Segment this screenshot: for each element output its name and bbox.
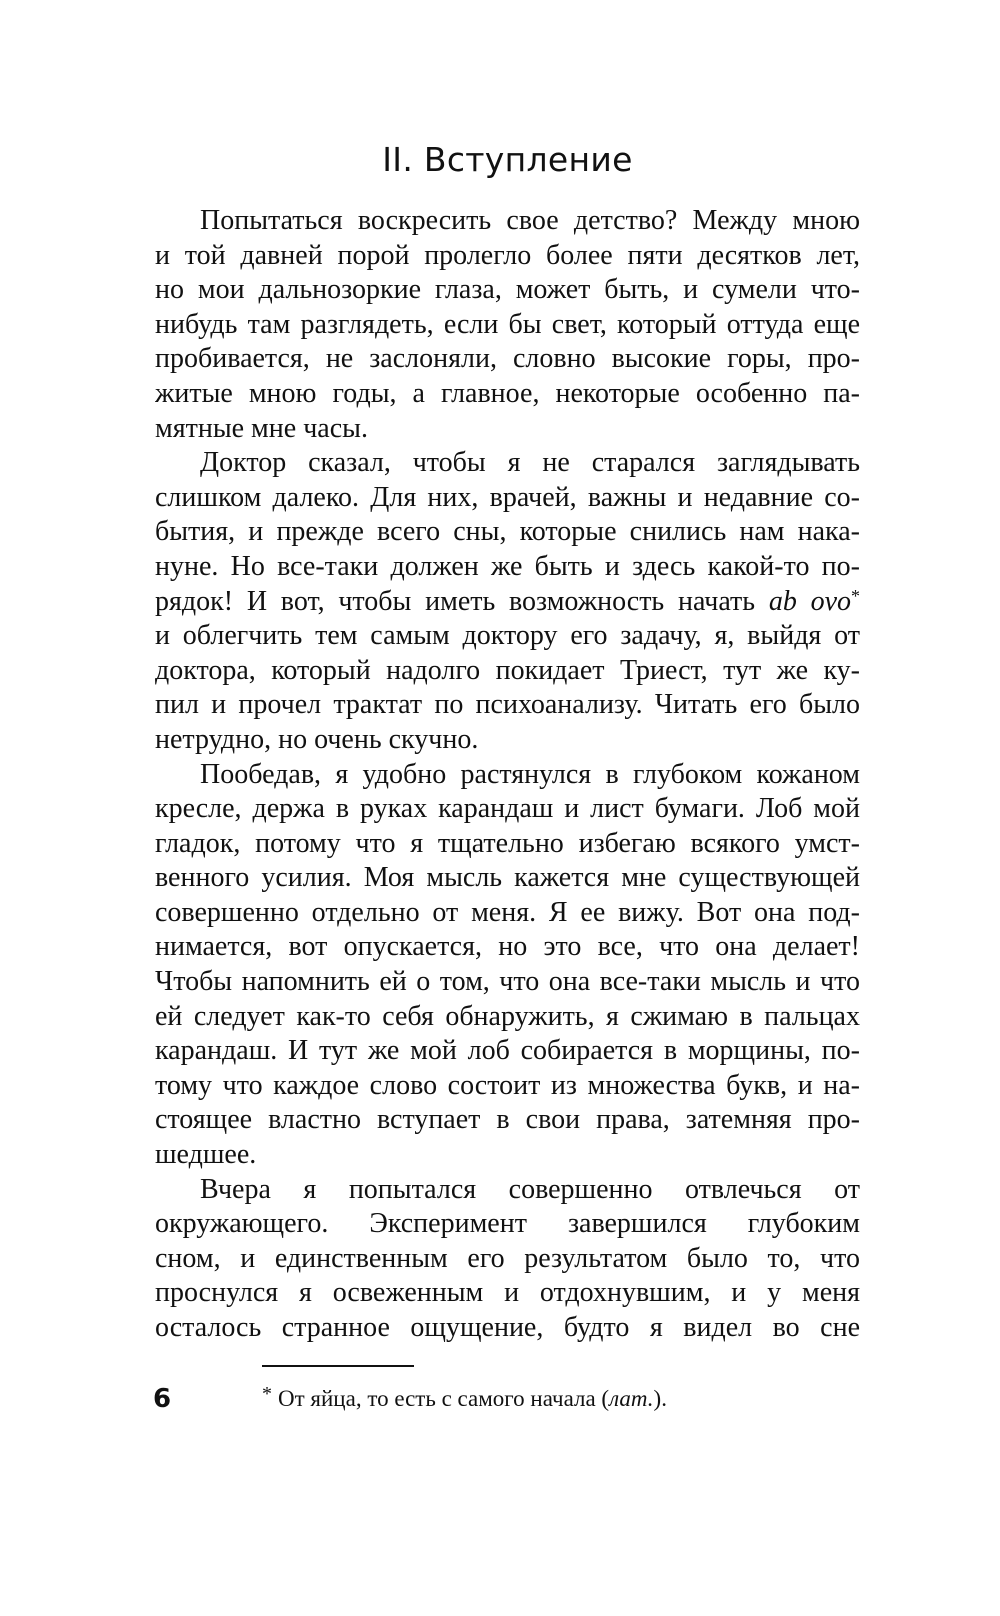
text-line: гладок, потому что я тщательно избегаю всякого умст- bbox=[155, 827, 860, 859]
text-line: и той давней порой пролегло более пяти десятков лет, bbox=[155, 239, 860, 271]
text-line: и облегчить тем самым доктору его задачу, я, выйдя от bbox=[155, 620, 860, 652]
text-line: Доктор сказал, чтобы я не старался заглядывать bbox=[200, 447, 860, 479]
chapter-title: II. Вступление bbox=[382, 140, 633, 179]
text-line: карандаш. И тут же мой лоб собирается в морщины, по- bbox=[155, 1035, 860, 1067]
footnote-divider bbox=[262, 1365, 414, 1367]
italic-phrase: ab ovo bbox=[768, 585, 852, 617]
text-line: ей следует как-то себя обнаружить, я сжимаю в пальцах bbox=[155, 1000, 860, 1032]
text-line: тому что каждое слово состоит из множества букв, и на- bbox=[155, 1069, 860, 1101]
text-line: осталось странное ощущение, будто я видел во сне bbox=[155, 1312, 860, 1343]
text-line: кресле, держа в руках карандаш и лист бумаги. Лоб мой bbox=[155, 793, 860, 825]
footnote-italic: лат. bbox=[609, 1386, 654, 1411]
text-line: нимается, вот опускается, но это все, что она делает! bbox=[155, 931, 860, 963]
body-text bbox=[155, 204, 860, 1346]
footnote bbox=[262, 1383, 667, 1412]
text-line: совершенно отдельно от меня. Я ее вижу. Вот она под- bbox=[155, 896, 860, 928]
text-line: Вчера я попытался совершенно отвлечься от bbox=[200, 1173, 860, 1205]
text-line: проснулся я освеженным и отдохнувшим, и у меня bbox=[155, 1277, 860, 1309]
text-line: житые мною годы, а главное, некоторые особенно па- bbox=[155, 377, 860, 409]
text-line: Чтобы напомнить ей о том, что она все-таки мысль и что bbox=[155, 966, 860, 998]
text-line: Пообедав, я удобно растянулся в глубоком кожаном bbox=[200, 758, 860, 790]
text-line: мятные мне часы. bbox=[155, 412, 368, 444]
text-line: нетрудно, но очень скучно. bbox=[155, 723, 479, 755]
footnote-after: ). bbox=[653, 1386, 667, 1411]
text-line: сном, и единственным его результатом было то, что bbox=[155, 1242, 860, 1274]
text-line: окружающего. Эксперимент завершился глубоким bbox=[155, 1208, 860, 1240]
text-line: венного усилия. Моя мысль кажется мне существующей bbox=[155, 862, 860, 894]
text-line: бытия, и прежде всего сны, которые снились нам нака- bbox=[155, 516, 860, 548]
footnote-mark: * bbox=[262, 1383, 272, 1405]
text-line: нуне. Но все-таки должен же быть и здесь какой-то по- bbox=[155, 550, 860, 582]
text-line: доктора, который надолго покидает Триест, тут же ку- bbox=[155, 654, 860, 686]
text-line: Попытаться воскресить свое детство? Между мною bbox=[200, 205, 860, 236]
footnote-reference: * bbox=[851, 585, 860, 606]
text-line: нибудь там разглядеть, если бы свет, который оттуда еще bbox=[155, 308, 860, 340]
footnote-text: От яйца, то есть с самого начала ( bbox=[278, 1386, 610, 1411]
page-number: 6 bbox=[153, 1384, 172, 1414]
text-line: пробивается, не заслоняли, словно высокие горы, про- bbox=[155, 343, 860, 375]
text-segment: рядок! И вот, чтобы иметь возможность начать bbox=[155, 585, 769, 617]
text-line: но мои дальнозоркие глаза, может быть, и сумели что- bbox=[155, 274, 860, 306]
text-line: шедшее. bbox=[155, 1139, 257, 1171]
text-line: слишком далеко. Для них, врачей, важны и недавние со- bbox=[155, 481, 860, 513]
text-line: пил и прочел трактат по психоанализу. Читать его было bbox=[155, 689, 860, 721]
text-line: стоящее властно вступает в свои права, затемняя про- bbox=[155, 1104, 860, 1136]
text-line bbox=[155, 585, 860, 620]
